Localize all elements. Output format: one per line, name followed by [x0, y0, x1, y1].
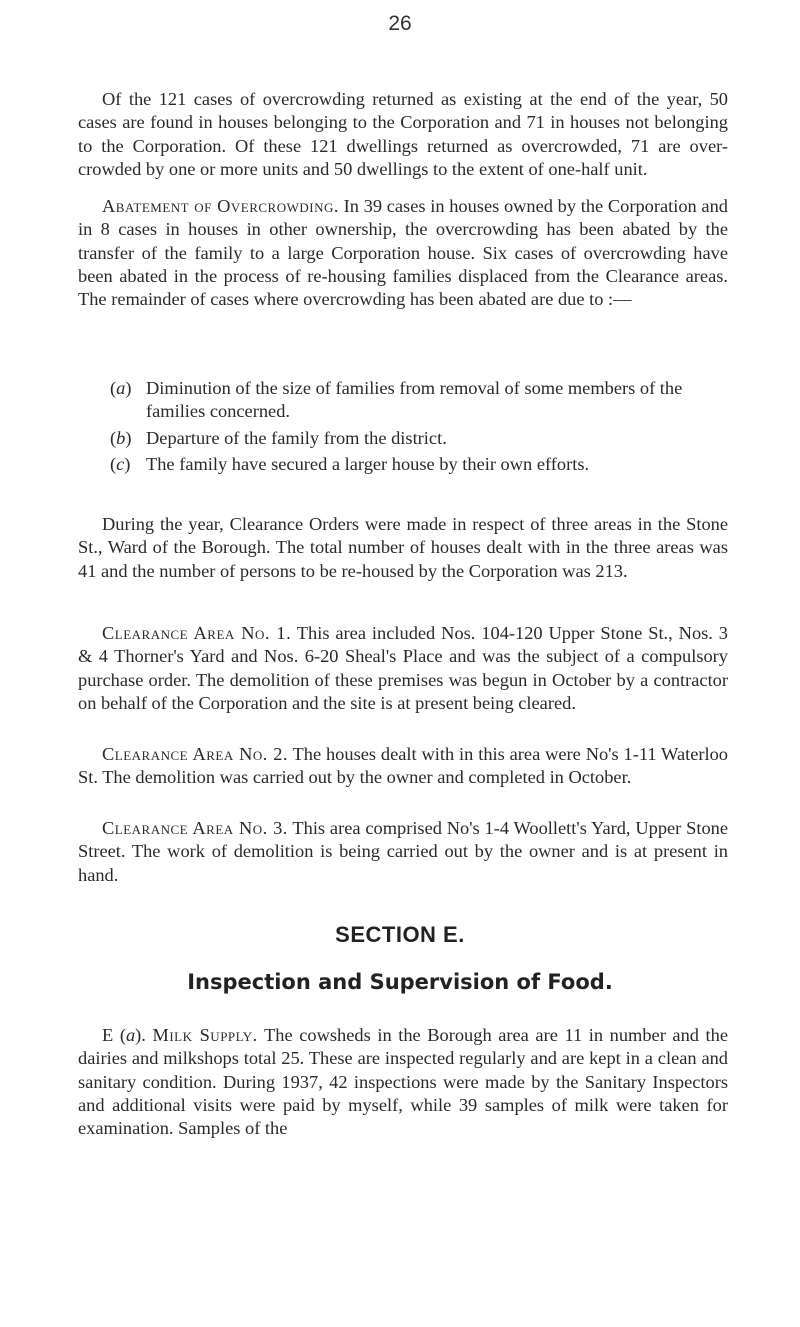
list-marker: (a)	[110, 378, 132, 398]
section-subtitle: Inspection and Supervision of Food.	[187, 970, 613, 994]
clearance-area-2-body: The houses dealt with in this area were No's 1-11 Waterloo St. The demolition was carried out by the owner and completed in October.	[78, 744, 729, 788]
list-item-b	[110, 427, 730, 450]
clearance-area-2-heading: Clearance Area No. 2.	[102, 744, 288, 764]
list-item-text: Departure of the family from the district.	[146, 428, 447, 448]
clearance-area-1-heading: Clearance Area No. 1.	[102, 623, 292, 643]
clearance-area-3-body: This area comprised No's 1-4 Woollett's Yard, Upper Stone Street. The work of demolition is being carried out by the owner and is at present in hand.	[78, 818, 729, 885]
section-title: SECTION E.	[335, 922, 465, 947]
list-marker: (c)	[110, 454, 131, 474]
paragraph-clearance-area-2	[78, 743, 728, 790]
paragraph-clearance-area-1	[78, 622, 728, 715]
list-marker: (b)	[110, 428, 132, 448]
paragraph-milk-supply	[78, 1024, 728, 1140]
paragraph-abatement	[78, 195, 728, 311]
abatement-heading: Abatement of Overcrowding.	[102, 196, 339, 216]
abatement-body: In 39 cases in houses owned by the Corporation and in 8 cases in houses in other ownership, the overcrowding has been abated by the transfer of the family to a large Corporation house. Six cases of overcrowding have been abated in the process of re-housing families displaced from the Clearance areas. The remainder of cases where overcrowding has been abated are due to :—	[78, 196, 728, 310]
clearance-area-3-heading: Clearance Area No. 3.	[102, 818, 288, 838]
milk-body: The cowsheds in the Borough area are 11 in number and the dairies and milkshops total 25. These are inspected regularly and are kept in a clean and sanitary condition. During 1937, 42 inspections were made by the Sanitary Inspectors and additional visits were paid by myself, while 39 samples of milk were taken for examination. Samples of the	[78, 1025, 729, 1139]
list-item-text: The family have secured a larger house by their own efforts.	[146, 454, 590, 474]
milk-label: E (a).	[102, 1025, 146, 1045]
paragraph-clearance-area-3	[78, 817, 728, 887]
list-item-a	[110, 377, 730, 424]
milk-heading: Milk Supply.	[152, 1025, 258, 1045]
paragraph-clearance-orders: During the year, Clearance Orders were made in respect of three areas in the Stone St., Ward of the Borough. The total number of houses dealt with in the three areas was 41 and the number of persons to be re-housed by the Corporation was 213.	[78, 514, 728, 581]
page-number: 26	[388, 12, 412, 35]
clearance-area-1-body: This area included Nos. 104-120 Upper Stone St., Nos. 3 & 4 Thorner's Yard and Nos. 6-20 Sheal's Place and was the subject of a compulsory purchase order. The demolition of these premises was begun in October by a contractor on behalf of the Corporation and the site is at present being cleared.	[78, 623, 729, 713]
list-item-text: Diminution of the size of families from removal of some members of the families concerned.	[146, 378, 683, 422]
paragraph-overcrowding-cases: Of the 121 cases of overcrowding returned as existing at the end of the year, 50 cases are found in houses belonging to the Corporation and 71 in houses not belonging to the Corporation. Of these 121 dwellings returned as overcrowded, 71 are over-crowded by one or more units and 50 dwellings to the extent of one-half unit.	[78, 89, 728, 179]
list-item-c	[110, 453, 730, 476]
